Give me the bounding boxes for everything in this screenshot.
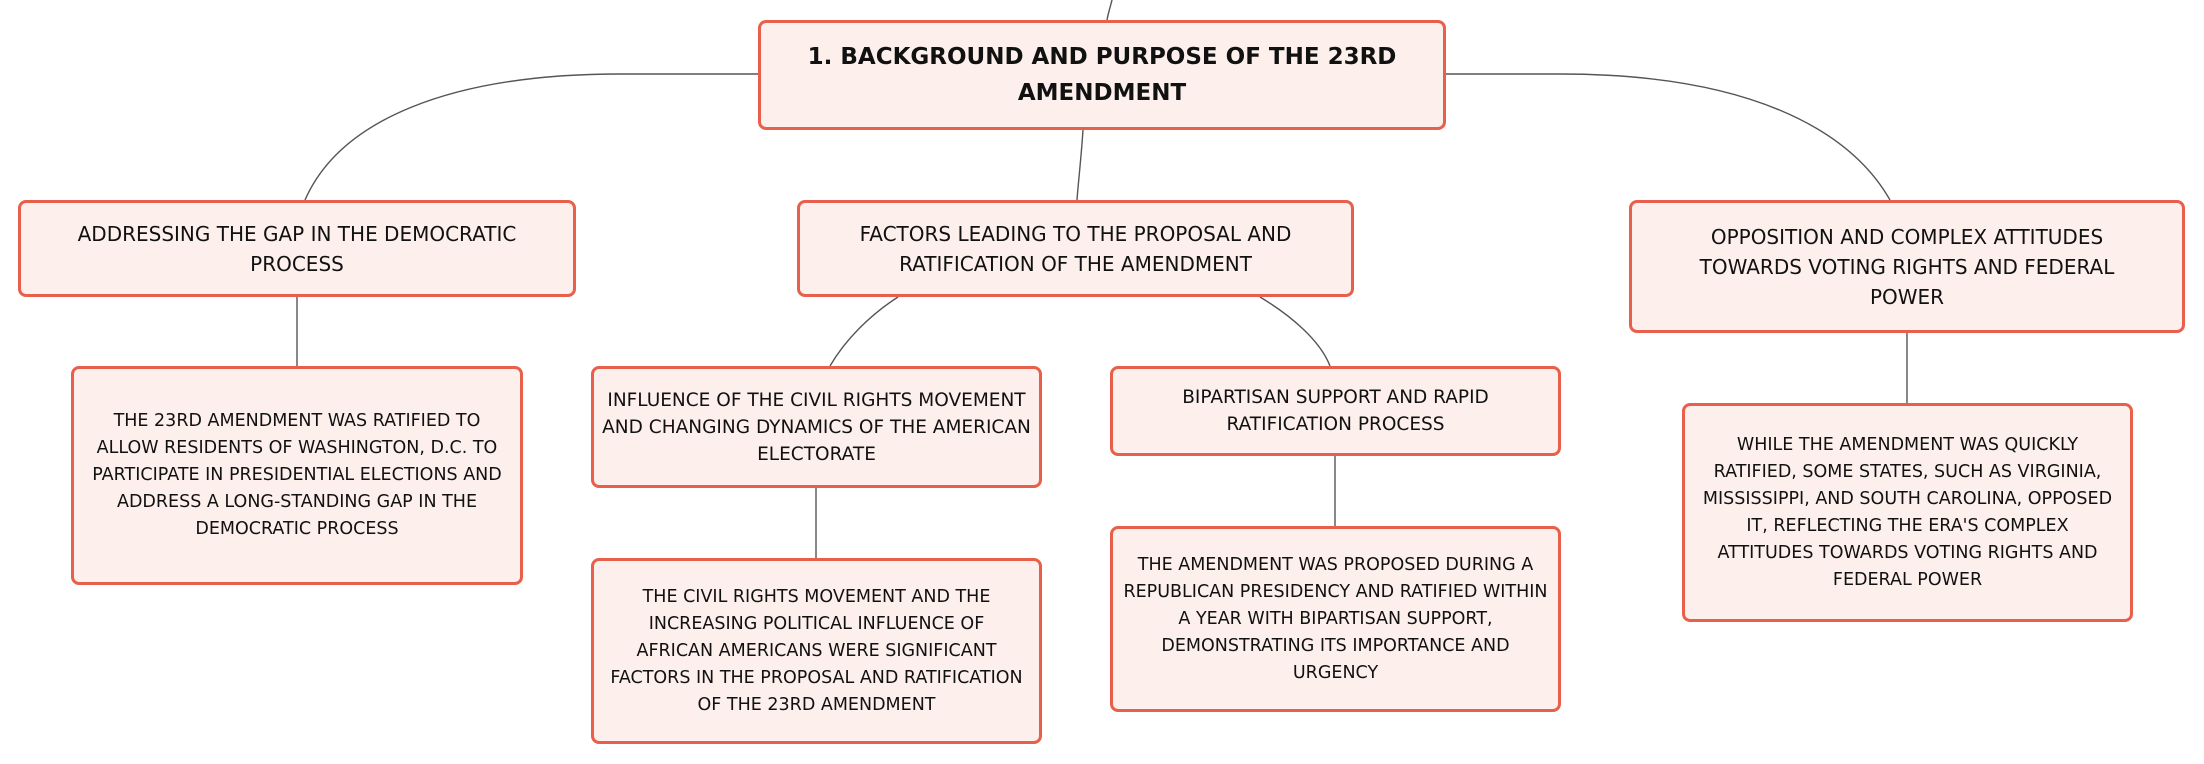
detail-node-bipartisan[interactable] xyxy=(1110,526,1561,712)
branch-node-opposition-label: OPPOSITION AND COMPLEX ATTITUDES TOWARDS VOTING RIGHTS AND FEDERAL POWER xyxy=(1699,224,2115,309)
branch-node-gap-label: ADDRESSING THE GAP IN THE DEMOCRATIC PROCESS xyxy=(77,221,517,276)
detail-node-gap[interactable] xyxy=(71,366,523,585)
detail-node-civil-rights[interactable] xyxy=(591,558,1042,744)
connector-factors-to-civil-rights xyxy=(830,297,898,366)
branch-node-gap[interactable] xyxy=(18,200,576,297)
connector-factors-to-bipartisan xyxy=(1260,297,1330,366)
subbranch-node-bipartisan[interactable] xyxy=(1110,366,1561,456)
root-node[interactable] xyxy=(758,20,1446,130)
root-node-label: 1. BACKGROUND AND PURPOSE OF THE 23RD AMENDMENT xyxy=(807,44,1397,106)
branch-node-opposition[interactable] xyxy=(1629,200,2185,333)
subbranch-node-civil-rights-label: INFLUENCE OF THE CIVIL RIGHTS MOVEMENT AND CHANGING DYNAMICS OF THE AMERICAN ELECTORATE xyxy=(602,389,1031,465)
connector-root-to-gap xyxy=(305,74,758,200)
subbranch-node-bipartisan-label: BIPARTISAN SUPPORT AND RAPID RATIFICATION PROCESS xyxy=(1182,387,1489,435)
detail-node-bipartisan-text: THE AMENDMENT WAS PROPOSED DURING A REPUBLICAN PRESIDENCY AND RATIFIED WITHIN A YEAR WITH BIPARTISAN SUPPORT, DEMONSTRATING ITS IMPORTANCE AND URGENCY xyxy=(1123,554,1548,683)
connector-parent-to-root xyxy=(1107,0,1112,20)
connector-root-to-opposition xyxy=(1446,74,1890,200)
branch-node-factors-label: FACTORS LEADING TO THE PROPOSAL AND RATIFICATION OF THE AMENDMENT xyxy=(859,221,1292,276)
detail-node-opposition-text: WHILE THE AMENDMENT WAS QUICKLY RATIFIED, SOME STATES, SUCH AS VIRGINIA, MISSISSIPPI, AND SOUTH CAROLINA, OPPOSED IT, REFLECTING THE ERA'S COMPLEX ATTITUDES TOWARDS VOTING RIGHTS AND FEDERAL POWER xyxy=(1702,434,2113,590)
subbranch-node-civil-rights[interactable] xyxy=(591,366,1042,488)
detail-node-civil-rights-text: THE CIVIL RIGHTS MOVEMENT AND THE INCREASING POLITICAL INFLUENCE OF AFRICAN AMERICANS WERE SIGNIFICANT FACTORS IN THE PROPOSAL AND RATIFICATION OF THE 23RD AMENDMENT xyxy=(610,586,1023,715)
branch-node-factors[interactable] xyxy=(797,200,1354,297)
connector-root-to-factors xyxy=(1077,130,1083,200)
detail-node-opposition[interactable] xyxy=(1682,403,2133,622)
detail-node-gap-text: THE 23RD AMENDMENT WAS RATIFIED TO ALLOW RESIDENTS OF WASHINGTON, D.C. TO PARTICIPATE IN PRESIDENTIAL ELECTIONS AND ADDRESS A LONG-STANDING GAP IN THE DEMOCRATIC PROCESS xyxy=(92,411,502,539)
